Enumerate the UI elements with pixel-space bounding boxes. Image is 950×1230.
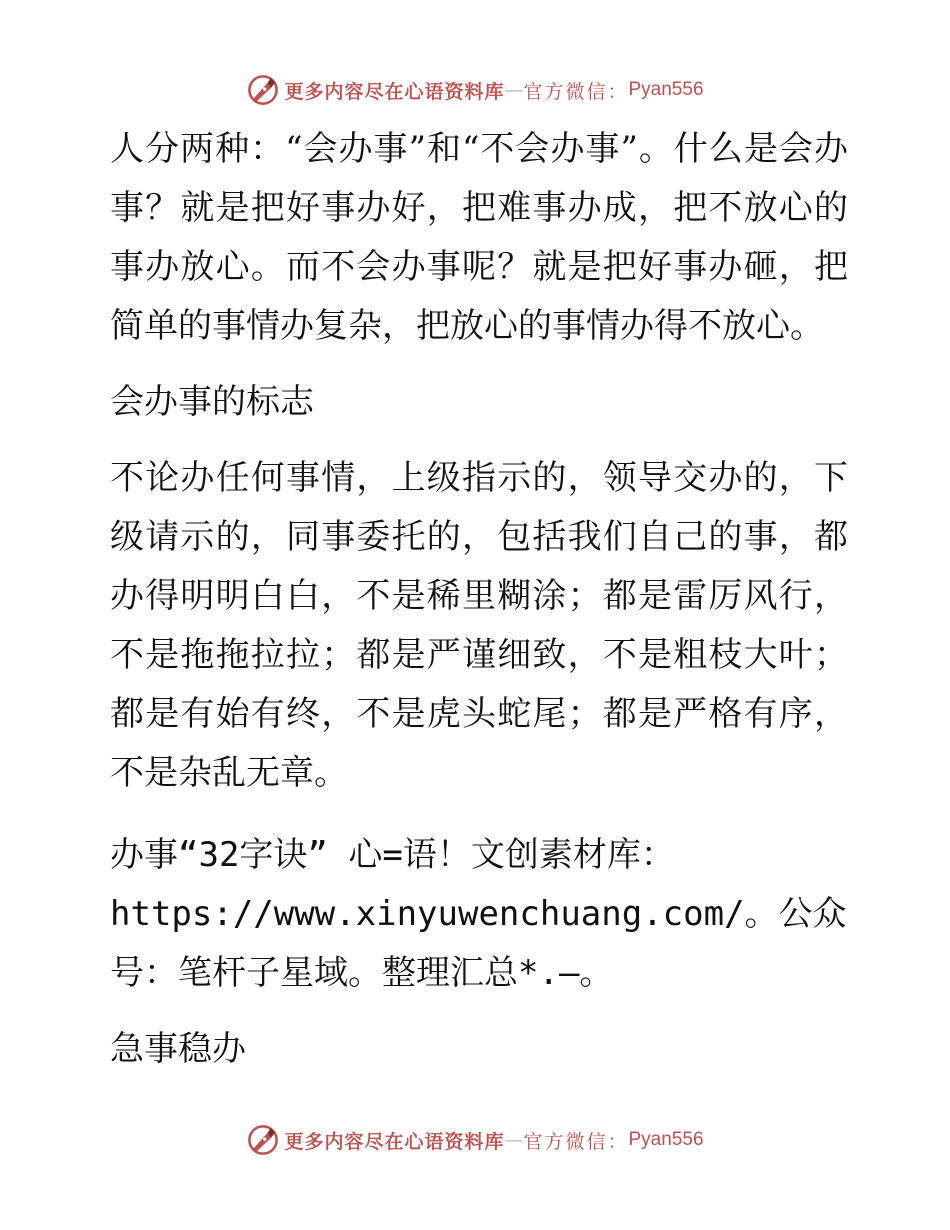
watermark-brand-name: 更多内容尽在心语资料库	[284, 80, 505, 103]
pen-nib-logo-icon	[246, 73, 280, 107]
intro-paragraph: 人分两种：“会办事”和“不会办事”。什么是会办事？就是把好事办好，把难事办成，把不放心的事办放心。而不会办事呢？就是把好事办砸，把简单的事情办复杂，把放心的事情办得不放心。	[110, 129, 848, 346]
section-heading-signs: 会办事的标志	[110, 382, 314, 422]
watermark-contact-id: Pyan556	[628, 1129, 704, 1150]
footer-watermark-banner	[0, 1120, 950, 1160]
document-body	[98, 120, 848, 1096]
watermark-brand-name: 更多内容尽在心语资料库	[284, 1130, 505, 1153]
watermark-contact-label: 官方微信：	[523, 1130, 629, 1153]
watermark-contact-id: Pyan556	[628, 79, 704, 100]
section-heading-urgent: 急事稳办	[110, 1029, 246, 1069]
watermark-contact-label: 官方微信：	[523, 80, 629, 103]
pen-nib-logo-icon	[246, 1123, 280, 1157]
watermark-separator: —	[504, 1129, 524, 1151]
header-watermark-banner	[0, 70, 950, 110]
source-note-paragraph: 办事“32字诀” 心=语！文创素材库：https://www.xinyuwenchuang.com/。公众号：笔杆子星域。整理汇总*.—。	[110, 835, 847, 993]
watermark-separator: —	[504, 79, 524, 101]
signs-paragraph: 不论办任何事情，上级指示的，领导交办的，下级请示的，同事委托的，包括我们自己的事，都办得明明白白，不是稀里糊涂；都是雷厉风行，不是拖拖拉拉；都是严谨细致，不是粗枝大叶；都是有始有终，不是虎头蛇尾；都是严格有序，不是杂乱无章。	[110, 458, 848, 793]
